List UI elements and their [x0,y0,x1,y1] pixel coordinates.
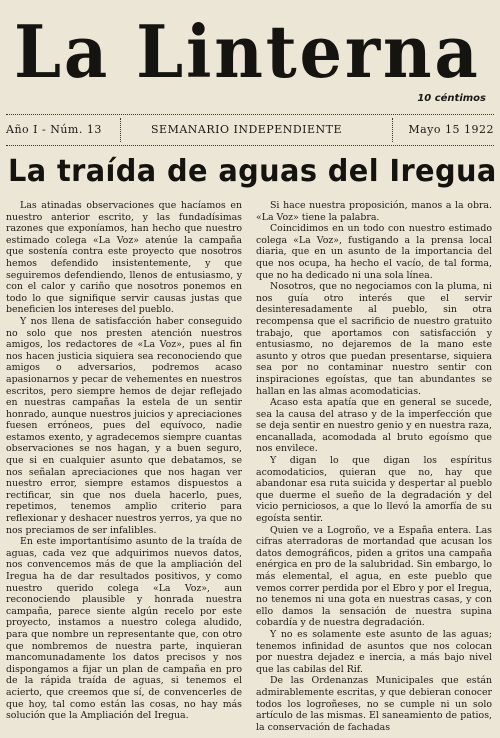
article-paragraph: En este importantísimo asunto de la traída de aguas, cada vez que adquirimos nuevos datos, nos convencemos más de que la ampliación del Iregua ha de dar resultados positivos, y como nuestro querido colega «La Voz», aun reconociendo plausible y honrada nuestra campaña, parece siente algún recelo por este proyecto, instamos a nuestro colega aludido, para que nombre un representante que, con otro que nombremos de nuestra parte, inquieran mancomunadamente los datos precisos y nos dispongamos a fijar un plan de campaña en pro de la rápida traída de aguas, si tenemos el acierto, que creemos que sí, de convencerles de que hoy, tal como están las cosas, no hay más solución que la Ampliación del Iregua. [6,536,242,722]
article-column-right [256,200,492,738]
article-paragraph: Las atinadas observaciones que hacíamos en nuestro anterior escrito, y las fundadísimas razones que exponíamos, han hecho que nuestro estimado colega «La Voz» atenúe la campaña que sostenía contra este proyecto que nosotros hemos defendido insistentemente, y que seguiremos defendiendo, llenos de entusiasmo, y con el calor y cariño que nosotros ponemos en todo lo que signifique servir causas justas que beneficien los intereses del pueblo. [6,200,242,316]
article-paragraph: Coincidimos en un todo con nuestro estimado colega «La Voz», fustigando a la prensa local diaria, que en un asunto de la importancia del que nos ocupa, ha hecho el vacío, de tal forma, que no ha dedicado ni una sola línea. [256,223,492,281]
masthead-title: La Linterna [14,9,481,94]
article-paragraph: Nosotros, que no negociamos con la pluma, ni nos guía otro interés que el servir desinteresadamente al pueblo, sin otra recompensa que el sacrificio de nuestro gratuito trabajo, que aportamos con satisfacción y entusiasmo, no dejaremos de la mano este asunto y otros que puedan presentarse, siquiera sea por no contaminar nuestro sentir con inspiraciones egoístas, que tan abundantes se hallan en las almas acomodaticias. [256,281,492,397]
article-paragraph: Y digan lo que digan los espíritus acomodaticios, quieran que no, hay que abandonar esa ruta suicida y despertar al pueblo que duerme el sueño de la degradación y del vicio perniciosos, a que lo llevó la amorfía de su egoísta sentir. [256,455,492,525]
article-paragraph: Y no es solamente este asunto de las aguas; tenemos infinidad de asuntos que nos colocan por nuestra dejadez e inercia, a más bajo nivel que las cabilas del Rif. [256,628,492,675]
article-paragraph: Si hace nuestra proposición, manos a la obra. «La Voz» tiene la palabra. [256,200,492,223]
article-paragraph: Y nos llena de satisfacción haber conseguido no solo que nos presten atención nuestros amigos, los redactores de «La Voz», pues al fin nos hacen justicia siquiera sea reconociendo que amigos o adversarios, podremos acaso apasionarnos y pecar de vehementes en nuestros escritos, pero siempre hemos de dejar reflejado en nuestras campañas la estela de un sentir honrado, aunque nuestros juicios y apreciaciones fuesen erróneos, pues del equívoco, nadie estamos exento, y agradecemos siempre cuantas observaciones se nos hagan, y a buen seguro, que si en cualquier asunto que debatamos, se nos señalan apreciaciones que nos hagan ver nuestro error, siempre estamos dispuestos a rectificar, sin que nos duela hacerlo, pues, repetimos, tenemos amplio criterio para reflexionar y deshacer nuestros yerros, ya que no nos preciamos de ser infalibles. [6,315,242,536]
price-label: 10 céntimos [417,93,486,104]
article-column-left [6,200,242,738]
divider [392,118,393,142]
article-paragraph: Acaso esta apatía que en general se sucede, sea la causa del atraso y de la imperfección que se deja sentir en nuestro genio y en nuestra raza, encanallada, acomodada al bruto egoísmo que nos envilece. [256,397,492,455]
publication-subtitle: SEMANARIO INDEPENDIENTE [151,123,343,136]
info-bar [6,114,494,146]
divider [120,118,121,142]
article-paragraph: De las Ordenanzas Municipales que están admirablemente escritas, y que debieran conocer todos los logroñeses, no se cumple ni un solo artículo de las mismas. El saneamiento de patios, la conservación de fachadas [256,675,492,733]
issue-date: Mayo 15 1922 [408,123,494,136]
article-paragraph: Quien ve a Logroño, ve a España entera. Las cifras aterradoras de mortandad que acusan los datos demográficos, piden a gritos una campaña enérgica en pro de la salubridad. Sin embargo, lo más elemental, el agua, en este pueblo que vemos correr perdida por el Ebro y por el Iregua, no tenemos ni una gota en nuestras casas, y con ello damos la sensación de nuestra supina cobardía y de nuestra degradación. [256,524,492,629]
article-headline: La traída de aguas del Iregua [8,154,497,189]
issue-number: Año I - Núm. 13 [6,123,102,136]
